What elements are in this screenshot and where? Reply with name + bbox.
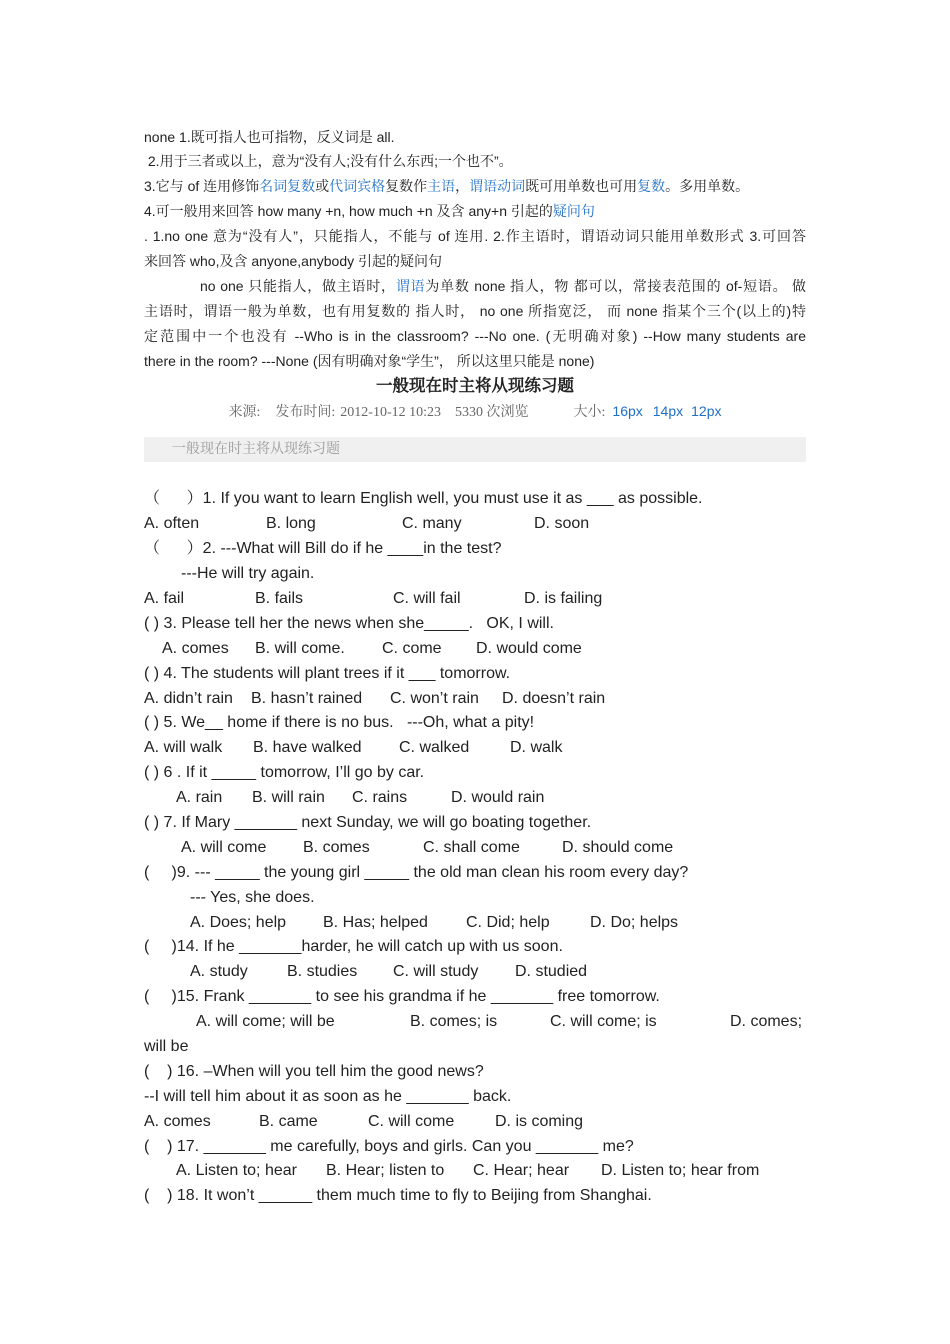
q4-options bbox=[144, 687, 806, 712]
q2-options bbox=[144, 587, 806, 612]
q2-stem: （ ）2. ---What will Bill do if he ____in the test? bbox=[144, 540, 502, 558]
q9-option-c: C. Did; help bbox=[466, 913, 550, 931]
q4-option-c: C. won’t rain bbox=[390, 689, 479, 707]
grammar-notes bbox=[144, 125, 806, 374]
q9-option-d: D. Do; helps bbox=[590, 913, 679, 931]
q17-option-b: B. Hear; listen to bbox=[326, 1162, 445, 1180]
link-noun-plural[interactable]: 名词复数 bbox=[259, 178, 316, 195]
q7-option-d: D. should come bbox=[562, 838, 674, 856]
article-meta bbox=[144, 399, 806, 424]
q18-stem: ( ) 18. It won’t ______ them much time to fly to Beijing from Shanghai. bbox=[144, 1187, 652, 1205]
q4-option-a: A. didn’t rain bbox=[144, 689, 233, 707]
link-pronoun-objective[interactable]: 代词宾格 bbox=[329, 178, 386, 195]
link-plural[interactable]: 复数 bbox=[637, 178, 666, 195]
q16-option-c: C. will come bbox=[368, 1112, 455, 1130]
q16-option-d: D. is coming bbox=[495, 1112, 584, 1130]
note-text: 。多用单数。 bbox=[665, 178, 750, 195]
q9-options bbox=[144, 911, 806, 936]
link-predicate-verb[interactable]: 谓语动词 bbox=[469, 178, 526, 195]
note-line-7 bbox=[144, 274, 806, 299]
q1-option-a: A. often bbox=[144, 515, 200, 533]
q15-option-c: C. will come; is bbox=[550, 1013, 657, 1031]
q3-option-a: A. comes bbox=[162, 639, 229, 657]
q6-option-a: A. rain bbox=[176, 789, 223, 807]
note-line-2: 2.用于三者或以上，意为“没有人;没有什么东西;一个也不”。 bbox=[144, 153, 513, 170]
q17-option-c: C. Hear; hear bbox=[473, 1162, 570, 1180]
q14-options bbox=[144, 960, 806, 985]
exercise-list bbox=[144, 487, 806, 1209]
q16-reply: --I will tell him about it as soon as he _______ back. bbox=[144, 1087, 512, 1105]
q6-stem: ( ) 6 . If it _____ tomorrow, I’ll go by car. bbox=[144, 764, 425, 782]
link-subject[interactable]: 主语 bbox=[427, 178, 456, 195]
q6-option-c: C. rains bbox=[352, 789, 408, 807]
note-text: 3.它与 of 连用修饰 bbox=[144, 178, 260, 195]
q15-option-b: B. comes; is bbox=[410, 1013, 498, 1031]
note-text: 为单数 none 指人，物 都可以，常接表范围的 of-短语。 做 bbox=[425, 277, 806, 294]
q15-option-a: A. will come; will be bbox=[196, 1013, 335, 1031]
q3-option-c: C. come bbox=[382, 639, 442, 657]
document-page bbox=[144, 125, 806, 1210]
q9-option-b: B. Has; helped bbox=[323, 913, 428, 931]
q3-option-b: B. will come. bbox=[255, 639, 345, 657]
q4-option-d: D. doesn’t rain bbox=[502, 689, 606, 707]
q14-stem: ( )14. If he _______harder, he will catch up with us soon. bbox=[144, 938, 563, 956]
q1-option-b: B. long bbox=[266, 515, 316, 533]
q15-stem: ( )15. Frank _______ to see his grandma if he _______ free tomorrow. bbox=[144, 988, 660, 1006]
q7-option-a: A. will come bbox=[181, 838, 267, 856]
q9-option-a: A. Does; help bbox=[190, 913, 287, 931]
q1-option-d: D. soon bbox=[534, 515, 590, 533]
q6-options bbox=[144, 786, 806, 811]
q14-option-a: A. study bbox=[190, 963, 248, 981]
note-line-10: there in the room? ---None (因有明确对象“学生”， 所以这里只能是 none) bbox=[144, 352, 595, 369]
q5-option-d: D. walk bbox=[510, 739, 563, 757]
view-count: 5330 次浏览 bbox=[455, 405, 529, 421]
source-label: 来源: bbox=[228, 405, 261, 421]
note-text: 既可用单数也可用 bbox=[525, 178, 638, 195]
q4-stem: ( ) 4. The students will plant trees if it ___ tomorrow. bbox=[144, 664, 511, 682]
q5-stem: ( ) 5. We__ home if there is no bus. ---Oh, what a pity! bbox=[144, 714, 535, 732]
q17-options bbox=[144, 1159, 806, 1184]
q5-option-b: B. have walked bbox=[253, 739, 362, 757]
q4-option-b: B. hasn’t rained bbox=[251, 689, 363, 707]
q3-option-d: D. would come bbox=[476, 639, 582, 657]
q7-options bbox=[144, 836, 806, 861]
q9-stem: ( )9. --- _____ the young girl _____ the old man clean his room every day? bbox=[144, 863, 689, 881]
q5-option-c: C. walked bbox=[399, 739, 470, 757]
summary-box: 一般现在时主将从现练习题 bbox=[144, 437, 806, 462]
q7-option-b: B. comes bbox=[303, 838, 370, 856]
q15-option-d: D. comes; bbox=[730, 1013, 803, 1031]
note-text: 复数作 bbox=[385, 178, 428, 195]
q1-stem: （ ）1. If you want to learn English well, you must use it as ___ as possible. bbox=[144, 490, 703, 508]
q14-option-b: B. studies bbox=[287, 963, 358, 981]
link-predicate[interactable]: 谓语 bbox=[395, 277, 426, 294]
q5-options bbox=[144, 736, 806, 761]
q5-option-a: A. will walk bbox=[144, 739, 223, 757]
q15-option-d-continued: will be bbox=[144, 1037, 189, 1055]
q6-option-d: D. would rain bbox=[451, 789, 545, 807]
font-size-medium-link[interactable]: 14px bbox=[652, 403, 684, 420]
q17-stem: ( ) 17. _______ me carefully, boys and girls. Can you _______ me? bbox=[144, 1137, 634, 1155]
q9-reply: --- Yes, she does. bbox=[190, 888, 315, 906]
q14-option-c: C. will study bbox=[393, 963, 479, 981]
published-label: 发布时间: bbox=[275, 405, 336, 421]
q2-reply: ---He will try again. bbox=[181, 565, 315, 583]
q7-stem: ( ) 7. If Mary _______ next Sunday, we will go boating together. bbox=[144, 813, 592, 831]
q16-option-b: B. came bbox=[259, 1112, 318, 1130]
q6-option-b: B. will rain bbox=[252, 789, 325, 807]
published-time: 2012-10-12 10:23 bbox=[340, 405, 442, 421]
q16-options bbox=[144, 1110, 806, 1135]
q17-option-a: A. Listen to; hear bbox=[176, 1162, 297, 1180]
q16-option-a: A. comes bbox=[144, 1112, 211, 1130]
font-size-small-link[interactable]: 12px bbox=[691, 403, 722, 420]
note-line-9: 定范围中一个也没有 --Who is in the classroom? ---No one. (无明确对象) --How many students are bbox=[144, 327, 806, 344]
note-text: no one 只能指人，做主语时， bbox=[200, 277, 396, 294]
note-line-3 bbox=[144, 174, 806, 199]
note-text: 4.可一般用来回答 how many +n, how much +n 及含 any+n 引起的 bbox=[144, 203, 553, 220]
q17-option-d: D. Listen to; hear from bbox=[601, 1162, 760, 1180]
q14-option-d: D. studied bbox=[515, 963, 588, 981]
note-text: 或 bbox=[315, 178, 330, 195]
note-line-4 bbox=[144, 199, 806, 224]
note-line-1: none 1.既可指人也可指物，反义词是 all. bbox=[144, 128, 395, 145]
q16-stem: ( ) 16. –When will you tell him the good news? bbox=[144, 1062, 484, 1080]
note-line-5: . 1.no one 意为“没有人”，只能指人，不能与 of 连用. 2.作主语时，谓语动词只能用单数形式 3.可回答 bbox=[144, 228, 806, 245]
font-size-label: 大小: bbox=[573, 405, 606, 421]
q3-stem: ( ) 3. Please tell her the news when she_____. OK, I will. bbox=[144, 614, 554, 632]
q7-option-c: C. shall come bbox=[423, 838, 520, 856]
note-line-8: 主语时，谓语一般为单数，也有用复数的 指人时， no one 所指宽泛， 而 none 指某个三个(以上的)特 bbox=[144, 302, 806, 319]
note-line-6: 来回答 who,及含 anyone,anybody 引起的疑问句 bbox=[144, 252, 442, 269]
article-title: 一般现在时主将从现练习题 bbox=[376, 377, 574, 396]
font-size-large-link[interactable]: 16px bbox=[612, 403, 643, 420]
q1-option-c: C. many bbox=[402, 515, 462, 533]
link-interrogative[interactable]: 疑问句 bbox=[552, 203, 595, 220]
q3-options bbox=[144, 637, 806, 662]
q2-option-d: D. is failing bbox=[524, 589, 603, 607]
q2-option-b: B. fails bbox=[255, 589, 304, 607]
q2-option-c: C. will fail bbox=[393, 589, 461, 607]
note-text: ， bbox=[455, 178, 470, 195]
q1-options bbox=[144, 512, 806, 537]
q15-options bbox=[144, 1010, 806, 1035]
q2-option-a: A. fail bbox=[144, 589, 185, 607]
